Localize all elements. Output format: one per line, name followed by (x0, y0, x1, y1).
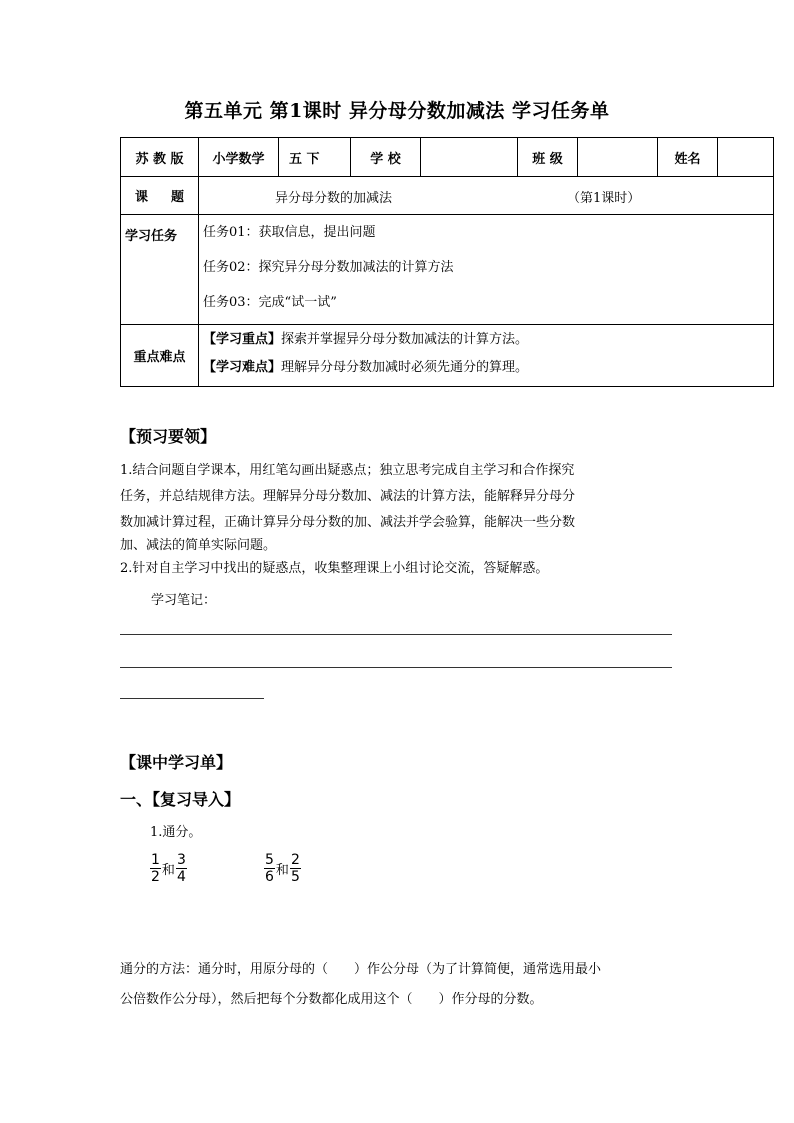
notes-line[interactable] (120, 634, 672, 635)
tasks-label: 学习任务 (121, 215, 199, 325)
difficulty-text: 理解异分母分数加减时必须先通分的算理。 (281, 360, 529, 375)
notes-label: 学习笔记： (151, 593, 217, 608)
name-field[interactable] (718, 138, 774, 177)
keypoints-label: 重点难点 (121, 325, 199, 387)
focus-tag: 【学习重点】 (203, 332, 282, 347)
difficulty-tag: 【学习难点】 (203, 360, 282, 375)
lesson-period: （第1课时） (567, 191, 641, 206)
fraction: $\frac{2}{5}$ (290, 852, 300, 885)
edition-cell: 苏 教 版 (121, 138, 199, 177)
task-item: 任务01：获取信息，提出问题 (203, 225, 376, 240)
preview-paragraph-2: 2.针对自主学习中找出的疑惑点，收集整理课上小组讨论交流，答疑解惑。 (120, 561, 549, 576)
preview-line: 加、减法的简单实际问题。 (120, 538, 277, 553)
class-field[interactable] (578, 138, 658, 177)
name-label: 姓名 (658, 138, 718, 177)
notes-line[interactable] (120, 667, 672, 668)
fraction: $\frac{1}{2}$ (151, 852, 160, 885)
task-item: 任务02：探究异分母分数加减法的计算方法 (203, 260, 454, 275)
info-table (120, 137, 774, 387)
question-1: 1.通分。 (150, 825, 202, 840)
preview-line: 任务，并总结规律方法。理解异分母分数加、减法的计算方法，能解释异分母分 (120, 489, 576, 504)
preview-paragraph-1 (120, 458, 700, 556)
class-label: 班 级 (518, 138, 578, 177)
review-section-heading: 一、【复习导入】 (120, 790, 241, 809)
subject-cell: 小学数学 (199, 138, 279, 177)
lesson-cell (199, 177, 774, 215)
fraction-pair-1 (150, 852, 187, 885)
preview-line: 数加减计算过程，正确计算异分母分数的加、减法并学会验算，能解决一些分数 (120, 515, 576, 530)
method-line: 通分的方法：通分时，用原分母的（ ）作公分母（为了计算简便，通常选用最小 (120, 962, 602, 977)
lesson-label: 课 题 (121, 177, 199, 215)
joiner-text: 和 (275, 863, 289, 878)
task-item: 任务03：完成“试一试” (203, 295, 337, 310)
fraction: $\frac{3}{4}$ (176, 852, 186, 885)
joiner-text: 和 (161, 863, 175, 878)
focus-text: 探索并掌握异分母分数加减法的计算方法。 (281, 332, 529, 347)
preview-heading: 【预习要领】 (120, 427, 217, 446)
notes-line[interactable] (120, 698, 264, 699)
school-field[interactable] (421, 138, 518, 177)
lesson-topic: 异分母分数的加减法 (275, 191, 393, 206)
grade-cell: 五 下 (279, 138, 351, 177)
tasks-cell (199, 215, 774, 325)
class-sheet-heading: 【课中学习单】 (120, 753, 233, 772)
method-line: 公倍数作公分母），然后把每个分数都化成用这个（ ）作分母的分数。 (120, 992, 543, 1007)
school-label: 学 校 (351, 138, 421, 177)
preview-line: 1.结合问题自学课本，用红笔勾画出疑惑点；独立思考完成自主学习和合作探究 (120, 463, 575, 478)
fraction: $\frac{5}{6}$ (265, 852, 274, 885)
page-title: 第五单元 第1课时 异分母分数加减法 学习任务单 (184, 100, 610, 122)
keypoints-cell (199, 325, 774, 387)
fraction-pair-2 (264, 852, 301, 885)
method-text (120, 955, 720, 1015)
